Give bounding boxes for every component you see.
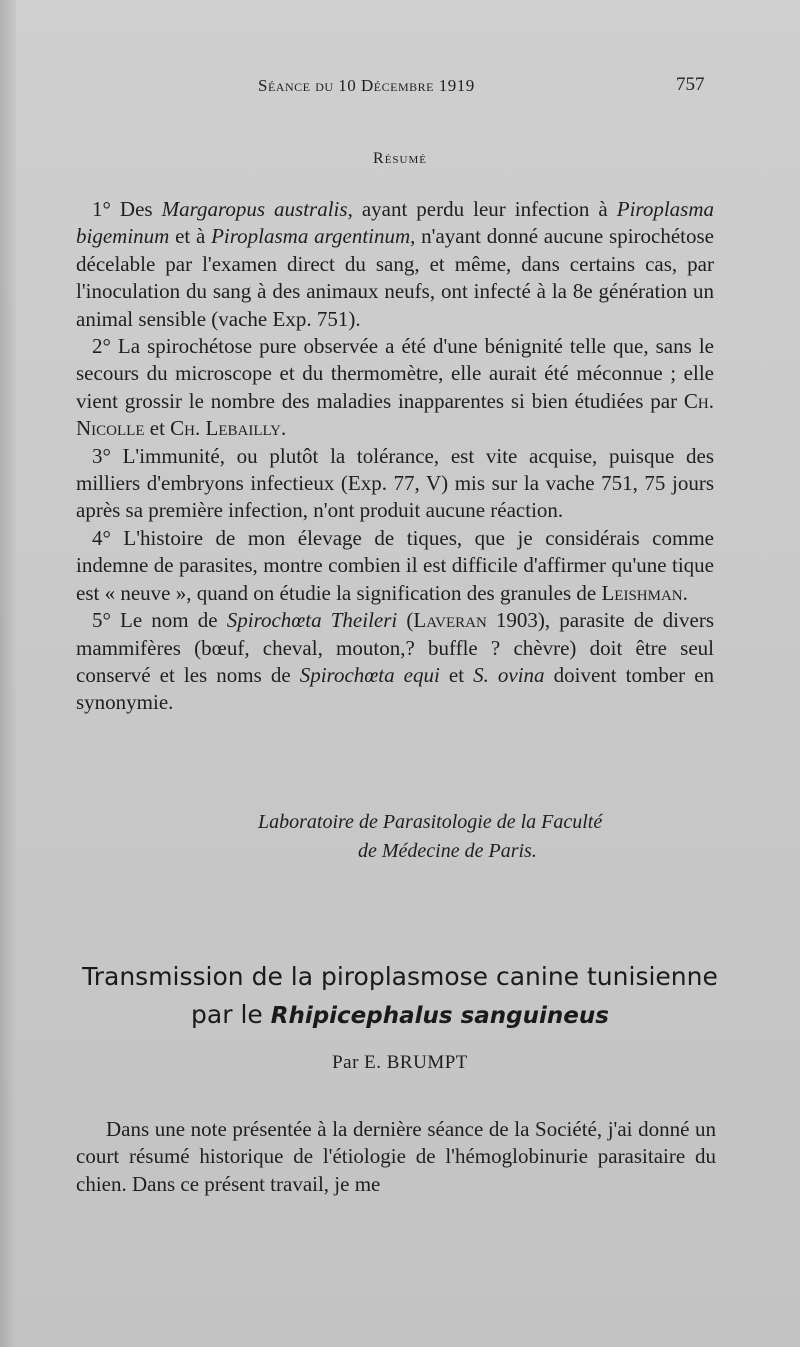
summary-paragraph-2: 2° La spirochétose pure observée a été d'une bénignité telle que, sans le secours du microscope et du thermomètre, elle aurait été méconnue ; elle vient grossir le nombre des maladies inapparentes si bien étudiées par Ch. Nicolle et Ch. Lebailly. (76, 334, 714, 441)
summary-paragraph-1: 1° Des Margaropus australis, ayant perdu leur infection à Piroplasma bigeminum et à Piroplasma argentinum, n'ayant donné aucune spirochétose décelable par l'examen direct du sang, et même, dans certains cas, par l'inoculation du sang à des animaux neufs, ont infecté à la 8e génération un animal sensible (vache Exp. 751). (76, 197, 714, 331)
author-line: Par E. BRUMPT (332, 1052, 468, 1073)
species-name: Rhipicephalus sanguineus (270, 1003, 609, 1029)
section-title: Résumé (373, 150, 427, 167)
affiliation-line-2: de Médecine de Paris. (358, 840, 537, 862)
intro-paragraph: Dans une note présentée à la dernière séance de la Société, j'ai donné un court résumé historique de l'étiologie de l'hémoglobinurie parasitaire du chien. Dans ce présent travail, je me (76, 1117, 716, 1196)
page-edge-shadow (0, 0, 16, 1347)
page-header (0, 74, 800, 104)
article-title-line-2: par le Rhipicephalus sanguineus (191, 1000, 609, 1029)
summary-paragraph-5: 5° Le nom de Spirochœta Theileri (Laveran 1903), parasite de divers mammifères (bœuf, cheval, mouton,? buffle ? chèvre) doit être seul conservé et les noms de Spirochœta equi et S. ovina doivent tomber en synonymie. (76, 608, 715, 715)
summary-paragraph-4: 4° L'histoire de mon élevage de tiques, que je considérais comme indemne de parasites, montre combien il est difficile d'affirmer qu'une tique est « neuve », quand on étudie la signification des granules de Leishman. (76, 525, 714, 605)
affiliation-line-1: Laboratoire de Parasitologie de la Faculté (258, 811, 603, 833)
article-title-line-1: Transmission de la piroplasmose canine tunisienne (82, 962, 718, 991)
summary-paragraph-3: 3° L'immunité, ou plutôt la tolérance, est vite acquise, puisque des milliers d'embryons infectieux (Exp. 77, V) mis sur la vache 751, 75 jours après sa première infection, n'ont produit aucune réaction. (76, 443, 714, 523)
page-number: 757 (676, 74, 705, 95)
running-title: Séance du 10 Décembre 1919 (258, 76, 475, 95)
article-title (0, 958, 800, 1035)
article-intro (76, 1116, 716, 1198)
summary-body (76, 196, 714, 717)
